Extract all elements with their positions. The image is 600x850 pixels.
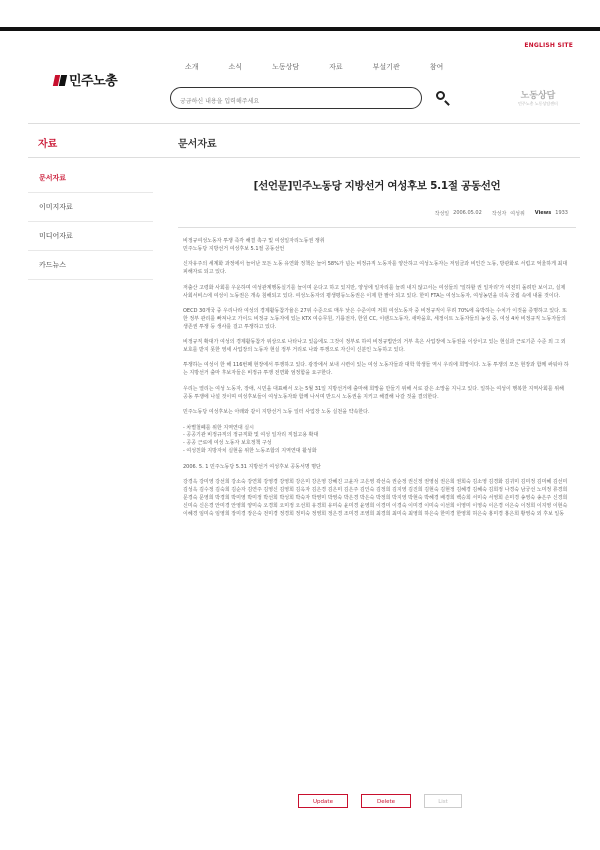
- search-input[interactable]: [171, 92, 400, 112]
- list-button[interactable]: List: [424, 794, 462, 808]
- body-paragraph: 비정규직 확대가 여성의 경제활동참가 위상으로 나타나고 있음에도 그것이 정부로 하여 비정규법안의 거부 혹은 사업장에 노동권을 이상이고 있는 현실과 근로기준 수준 외 그 외 보호를 받지 못한 영세 사업장의 노동자 현실 정부 거리로 나와 투쟁으로 자신이 신분인 노동하고 있다.: [183, 339, 566, 354]
- search-box: [170, 87, 422, 109]
- section-title: 문서자료: [178, 139, 217, 150]
- english-site-link[interactable]: ENGLISH SITE: [524, 42, 573, 49]
- counsel-logo-title: 노동상담: [520, 91, 556, 101]
- kctu-logo-icon: [54, 74, 66, 86]
- body-paragraph: 민주노동당 여성후보는 아래와 같이 지방선거 노동 일터 사업장 노동 실천을 약속한다.: [183, 409, 370, 416]
- body-paragraph: 저출산 고령화 사회를 우운하며 여성관계행동실기를 늘이며 운다고 하고 있지만, 양성에 일자리를 늘려 내지 않고서는 여성들의 '일하할 권 일자리'가 여전히 돌려만 보이고, 실제 사회서비스에 여성이 노동권은 개속 침해되고 있다. 여성노동자의 평생평등노동권은 이제 한 팔아 되고 있다. 한미 FTA는 여성노동자, 여성농민을 더욱 궁핍 속에 내몰 것이다.: [183, 284, 566, 299]
- nav-item-archive[interactable]: 자료: [329, 63, 343, 71]
- nav-item-institutes[interactable]: 부설기관: [372, 63, 400, 71]
- body-paragraph: OECD 30개국 중 우리나라 여성의 경제활동참가율은 27위 수준으로 매우 낮은 수준이며 저희 여성노동자 중 비정규직이 무려 70%에 육박하는 수치가 이것을 증명하고 있다. 또한 정부 관리를 빠져나고 가이드 비정규 노동자에 있는 KTX 여승무원, 기륭전자, 한원 CC, 이랜드노동자, 새마을호, 세정이트 노동자들의 농성 중, 여성 4차 비정규직 노동자들의 생존권 투쟁 등 생사를 걸고 투쟁하고 있다.: [183, 307, 567, 330]
- sidebar-item-images[interactable]: 이미지자료: [28, 193, 153, 222]
- site-logo[interactable]: [54, 70, 117, 89]
- author-label: 작성자: [491, 211, 507, 217]
- sidebar: [28, 164, 153, 280]
- top-bar: [0, 27, 600, 31]
- post-meta: [431, 210, 568, 217]
- signatories-heading: 2006. 5. 1 민주노동당 5.31 지방선거 여성후보 공동서명 명단: [183, 463, 321, 470]
- post-date: 2006.05.02: [453, 210, 482, 216]
- sidebar-item-cardnews[interactable]: 카드뉴스: [28, 251, 153, 280]
- nav-item-counsel[interactable]: 노동상담: [272, 63, 300, 71]
- nav-item-intro[interactable]: 소개: [185, 63, 199, 71]
- logo-text: 민주노총: [69, 74, 118, 89]
- date-label: 작성일: [434, 211, 450, 217]
- section-divider: [28, 157, 580, 158]
- delete-button[interactable]: Delete: [361, 794, 411, 808]
- views-label: Views: [534, 210, 552, 216]
- body-list: - 차별철폐를 위한 지역연대 실시 - 공공기관 비정규직의 정규직화 및 여성 일자리 직접고용 확대 - 공공 근로에 여성 노동자 보호정책 구성 - 여성친화 지방자치 실현을 위한 노동조합의 지역연대 활성화: [183, 424, 319, 455]
- header-divider: [28, 123, 580, 124]
- post-title: [선언문]민주노동당 지방선거 여성후보 5.1절 공동선언: [253, 180, 501, 192]
- sidebar-item-documents[interactable]: 문서자료: [28, 164, 153, 193]
- signatories-list: 강경옥 강미영 강선희 강소숙 강연희 강영경 강영희 강은미 강은영 강혜진 고윤자 고은영 곽선숙 권순정 권신정 권영심 권은희 권희숙 김소영 김경화 김귀미 김미정 김미혜 김선미 김성옥 김수정 김숙희 김순자 김연주 김영신 김영희 김옥자 김은경 김은미 김은주 김인숙 김정희 김지영 김진희 김현숙 김현정 김혜경 김혜숙 김희정 나경숙 남궁선 노미정 류경희 문경숙 문영희 박경희 박미영 박미정 박선희 박성희 박숙자 박영미 박영숙 박은경 박은숙 박정희 박지영 박현숙 박혜경 배경희 백승희 서미숙 서영희 손미경 송영숙 송은주 신경희 신미숙 신은경 안미경 안영희 양미숙 오경희 오미정 오선희 유경희 유미숙 윤미경 윤영희 이경미 이경숙 이미경 이미숙 이선희 이영미 이영숙 이은경 이은숙 이정희 이지영 이현숙 이혜경 임미숙 임영희 장미경 장은숙 전미경 정경희 정미숙 정영희 정은경 조미경 조영희 최경희 최미숙 최영희 하은숙 한미경 한영희 허은숙 홍미경 홍은희 황영숙 외 후보 일동: [183, 479, 568, 517]
- main-nav: [185, 62, 473, 72]
- update-button[interactable]: Update: [298, 794, 348, 808]
- body-paragraph: 비정규여성노동자 투쟁 즉각 해결 촉구 및 여성일자리노동권 쟁취 민주노동당 지방선거 여성후보 5.1절 공동선언: [183, 238, 325, 252]
- post-body: [183, 238, 570, 526]
- search-icon[interactable]: [436, 91, 445, 100]
- sidebar-title: 자료: [38, 139, 58, 150]
- post-author: 여성위: [510, 211, 525, 217]
- body-paragraph: 신자유주의 세계화 과정에서 늘어난 모든 노동 유연화 정책은 늘어 58%가 넘는 비정규직 노동자를 양산하고 여성노동자는 저임금과 비인간 노동, 방관화로 서럽고 억울하게 최대 피해자로 되고 있다.: [183, 261, 568, 276]
- counsel-logo-sub: 민주노총 노동상담센터: [518, 101, 558, 106]
- body-paragraph: 우리는 열리는 여성 노동자, 장애, 시민을 대표해서 오는 5월 31일 지방선거에 출마해 희망을 만들기 위해 서로 같은 소망을 지니고 있다. 일하는 여성이 행복한 지역사회를 위해 공동 투쟁에 나설 것이며 여성후보들이 여성노동자와 함께 나서며 반드시 노동권을 지키고 해결해 나갈 것을 결의한다.: [183, 385, 564, 400]
- sidebar-item-media[interactable]: 미디어자료: [28, 222, 153, 251]
- counsel-center-logo[interactable]: [518, 88, 558, 107]
- nav-item-participate[interactable]: 참여: [429, 63, 444, 71]
- post-views: 1933: [555, 210, 568, 216]
- body-paragraph: 투쟁하는 여성이 한 해 116번째 현장에서 투쟁하고 있다. 광장에서 보내 시련이 있는 여성 노동자들과 대학 학생들 역시 우리에 희망이다. 노동 투쟁의 모든 현장과 함께 싸워야 하는 지방선거 출마 후보자들은 비정규 투쟁 전면화 엄정함을 요구한다.: [183, 362, 569, 377]
- post-actions: [298, 794, 475, 808]
- nav-item-news[interactable]: 소식: [228, 63, 243, 71]
- meta-divider: [178, 227, 576, 228]
